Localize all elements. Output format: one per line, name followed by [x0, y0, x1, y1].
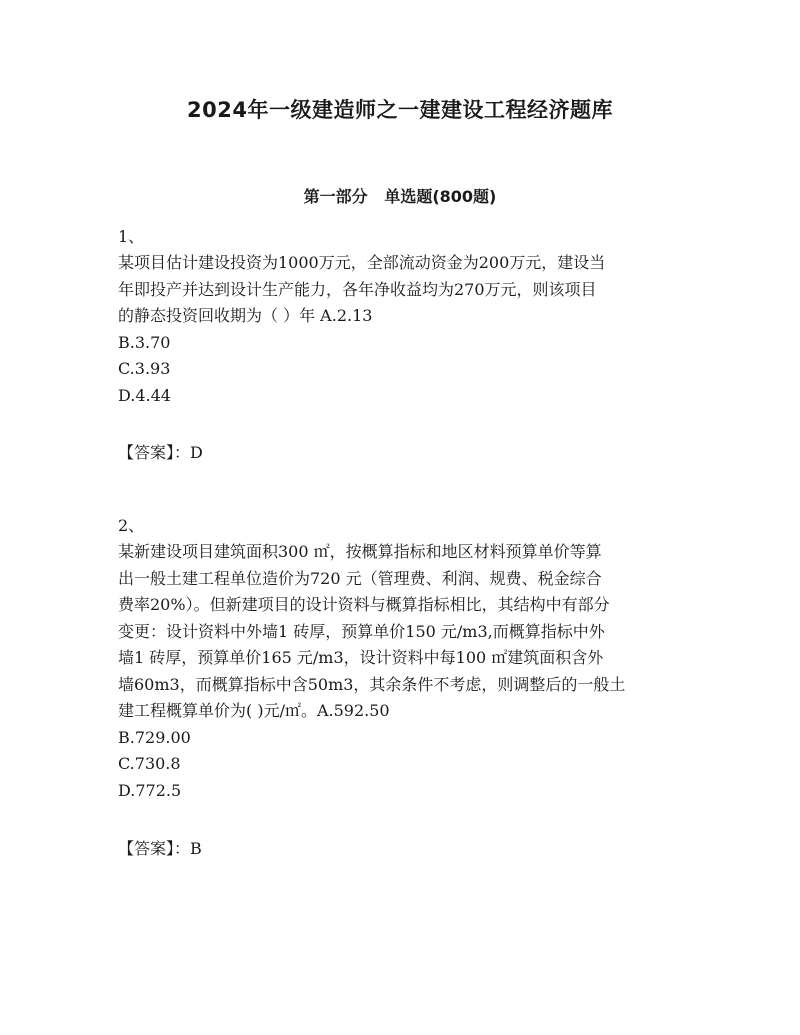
- question-block: [118, 513, 688, 804]
- option-c: C.3.93: [118, 359, 171, 378]
- question-number: 2、: [118, 516, 145, 535]
- question-stem-line: 变更：设计资料中外墙1 砖厚，预算单价150 元/m3,而概算指标中外: [118, 621, 605, 641]
- question-stem-line: 墙1 砖厚，预算单价165 元/m3，设计资料中每100 ㎡建筑面积含外: [118, 648, 604, 667]
- question-stem-line: 费率20%）。但新建项目的设计资料与概算指标相比，其结构中有部分: [118, 595, 610, 614]
- document-title: 2024年一级建造师之一建建设工程经济题库: [187, 98, 613, 122]
- question-stem-line: 建工程概算单价为( )元/㎡。A.592.50: [118, 701, 390, 720]
- option-d: D.772.5: [118, 780, 182, 800]
- option-b: B.3.70: [118, 332, 171, 352]
- question-stem-line: 某项目估计建设投资为1000万元，全部流动资金为200万元，建设当: [118, 253, 606, 272]
- question-stem-line: 年即投产并达到设计生产能力，各年净收益均为270万元，则该项目: [118, 279, 597, 299]
- answer-text: 【答案】：D: [118, 443, 203, 462]
- answer-text: 【答案】：B: [118, 839, 202, 858]
- question-stem-line: 墙60m3，而概算指标中含50m3，其余条件不考虑，则调整后的一般土: [118, 674, 626, 694]
- option-d: D.4.44: [118, 385, 171, 405]
- section-heading: 第一部分 单选题(800题): [303, 187, 497, 206]
- question-stem-line: 某新建设项目建筑面积300 ㎡，按概算指标和地区材料预算单价等算: [118, 542, 602, 561]
- question-number: 1、: [118, 227, 145, 246]
- question-stem-line: 出一般土建工程单位造价为720 元（管理费、利润、规费、税金综合: [118, 568, 602, 588]
- option-b: B.729.00: [118, 727, 191, 747]
- question-block: [118, 224, 688, 409]
- answer-block: [118, 836, 688, 862]
- question-stem-line: 的静态投资回收期为（ ）年 A.2.13: [118, 306, 373, 325]
- answer-block: [118, 440, 688, 466]
- option-c: C.730.8: [118, 754, 181, 773]
